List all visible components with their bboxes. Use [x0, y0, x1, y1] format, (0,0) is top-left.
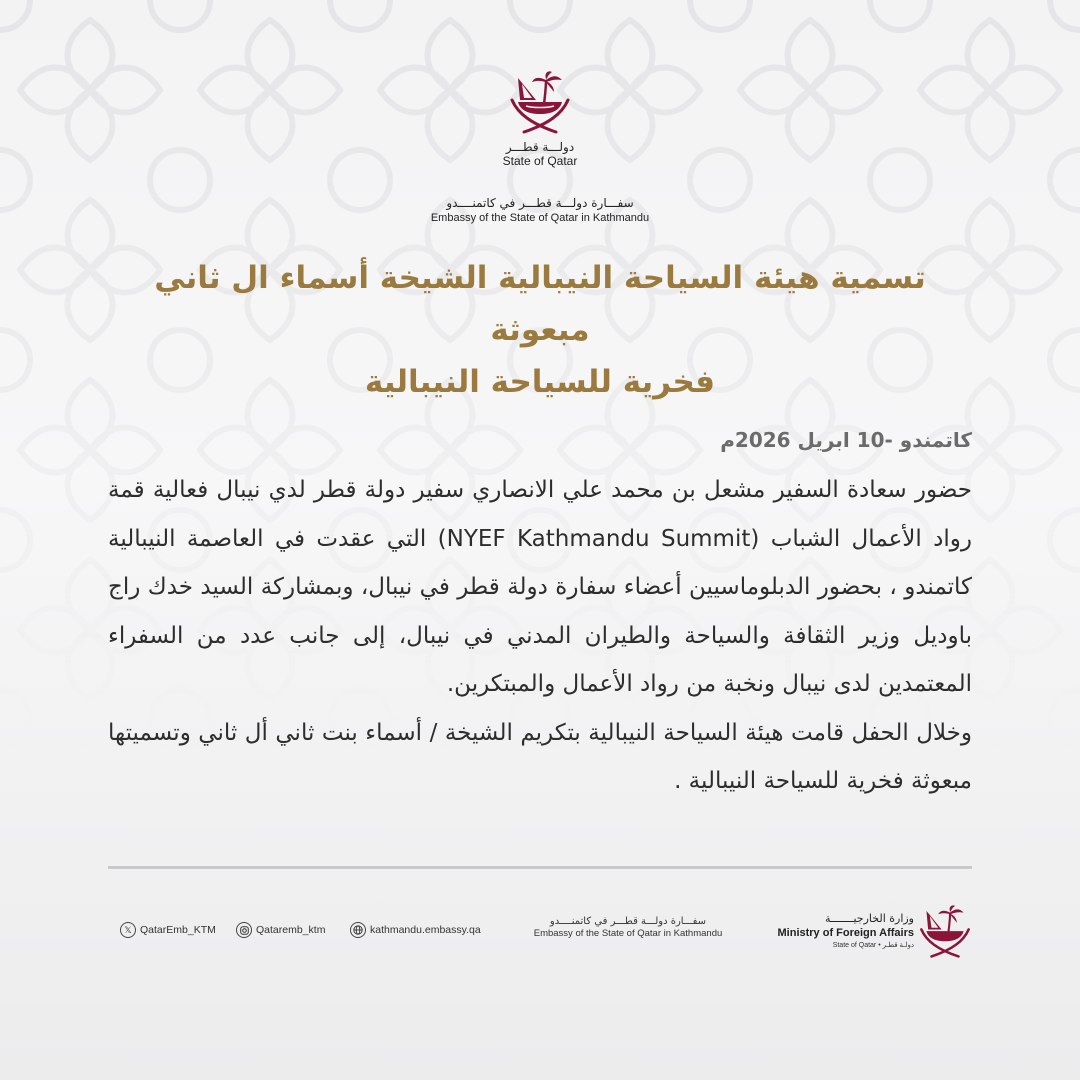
globe-icon — [350, 922, 366, 938]
website-link[interactable] — [350, 922, 481, 938]
headline — [110, 252, 970, 408]
ministry-block — [770, 912, 914, 949]
divider — [108, 866, 972, 869]
instagram-link[interactable] — [236, 922, 325, 938]
twitter-handle: QatarEmb_KTM — [140, 924, 216, 936]
footer — [0, 900, 1080, 970]
dateline: كاتمندو -10 ابريل 2026م — [720, 428, 972, 452]
article-body — [108, 466, 972, 806]
instagram-icon — [236, 922, 252, 938]
ministry-english: Ministry of Foreign Affairs — [777, 927, 914, 939]
state-name-english: State of Qatar — [502, 154, 578, 168]
footer-embassy-arabic: سفـــارة دولـــة قطـــر في كاتمنــــدو — [549, 916, 707, 927]
embassy-name-arabic: سفـــارة دولـــة قطـــر في كاتمنــــدو — [446, 196, 634, 210]
footer-embassy-english: Embassy of the State of Qatar in Kathmandu — [533, 928, 723, 939]
embassy-name-english: Embassy of the State of Qatar in Kathmandu — [430, 212, 650, 224]
header — [0, 70, 1080, 168]
ministry-arabic: وزارة الخارجيـــــــة — [825, 912, 914, 925]
footer-embassy — [516, 916, 740, 939]
twitter-link[interactable] — [120, 922, 216, 938]
qatar-emblem-icon — [508, 70, 572, 136]
headline-line-1: تسمية هيئة السياحة النيبالية الشيخة أسماء ال ثاني مبعوثة — [154, 260, 926, 348]
headline-line-2: فخرية للسياحة النيبالية — [364, 364, 716, 400]
ministry-state: State of Qatar • دولـة قطـر — [832, 942, 914, 949]
ministry-emblem-icon — [918, 904, 972, 960]
x-icon: 𝕏 — [120, 922, 136, 938]
website-url: kathmandu.embassy.qa — [370, 924, 481, 936]
paragraph-1: حضور سعادة السفير مشعل بن محمد علي الانصاري سفير دولة قطر لدي نيبال فعالية قمة رواد الأعمال الشباب (NYEF Kathmandu Summit) التي عقدت في العاصمة النيبالية كاتمندو ، بحضور الدبلوماسيين أعضاء سفارة دولة قطر في نيبال، وبمشاركة السيد خدك راج باوديل وزير الثقافة والسياحة والطيران المدني في نيبال، إلى جانب عدد من السفراء المعتمدين لدى نيبال ونخبة من رواد الأعمال والمبتكرين. — [108, 477, 973, 697]
state-name-arabic: دولـــة قطـــر — [505, 140, 575, 154]
paragraph-2: وخلال الحفل قامت هيئة السياحة النيبالية بتكريم الشيخة / أسماء بنت ثاني أل ثاني وتسميتها مبعوثة فخرية للسياحة النيبالية . — [108, 719, 972, 794]
embassy-title — [0, 196, 1080, 224]
instagram-handle: Qataremb_ktm — [256, 924, 326, 936]
